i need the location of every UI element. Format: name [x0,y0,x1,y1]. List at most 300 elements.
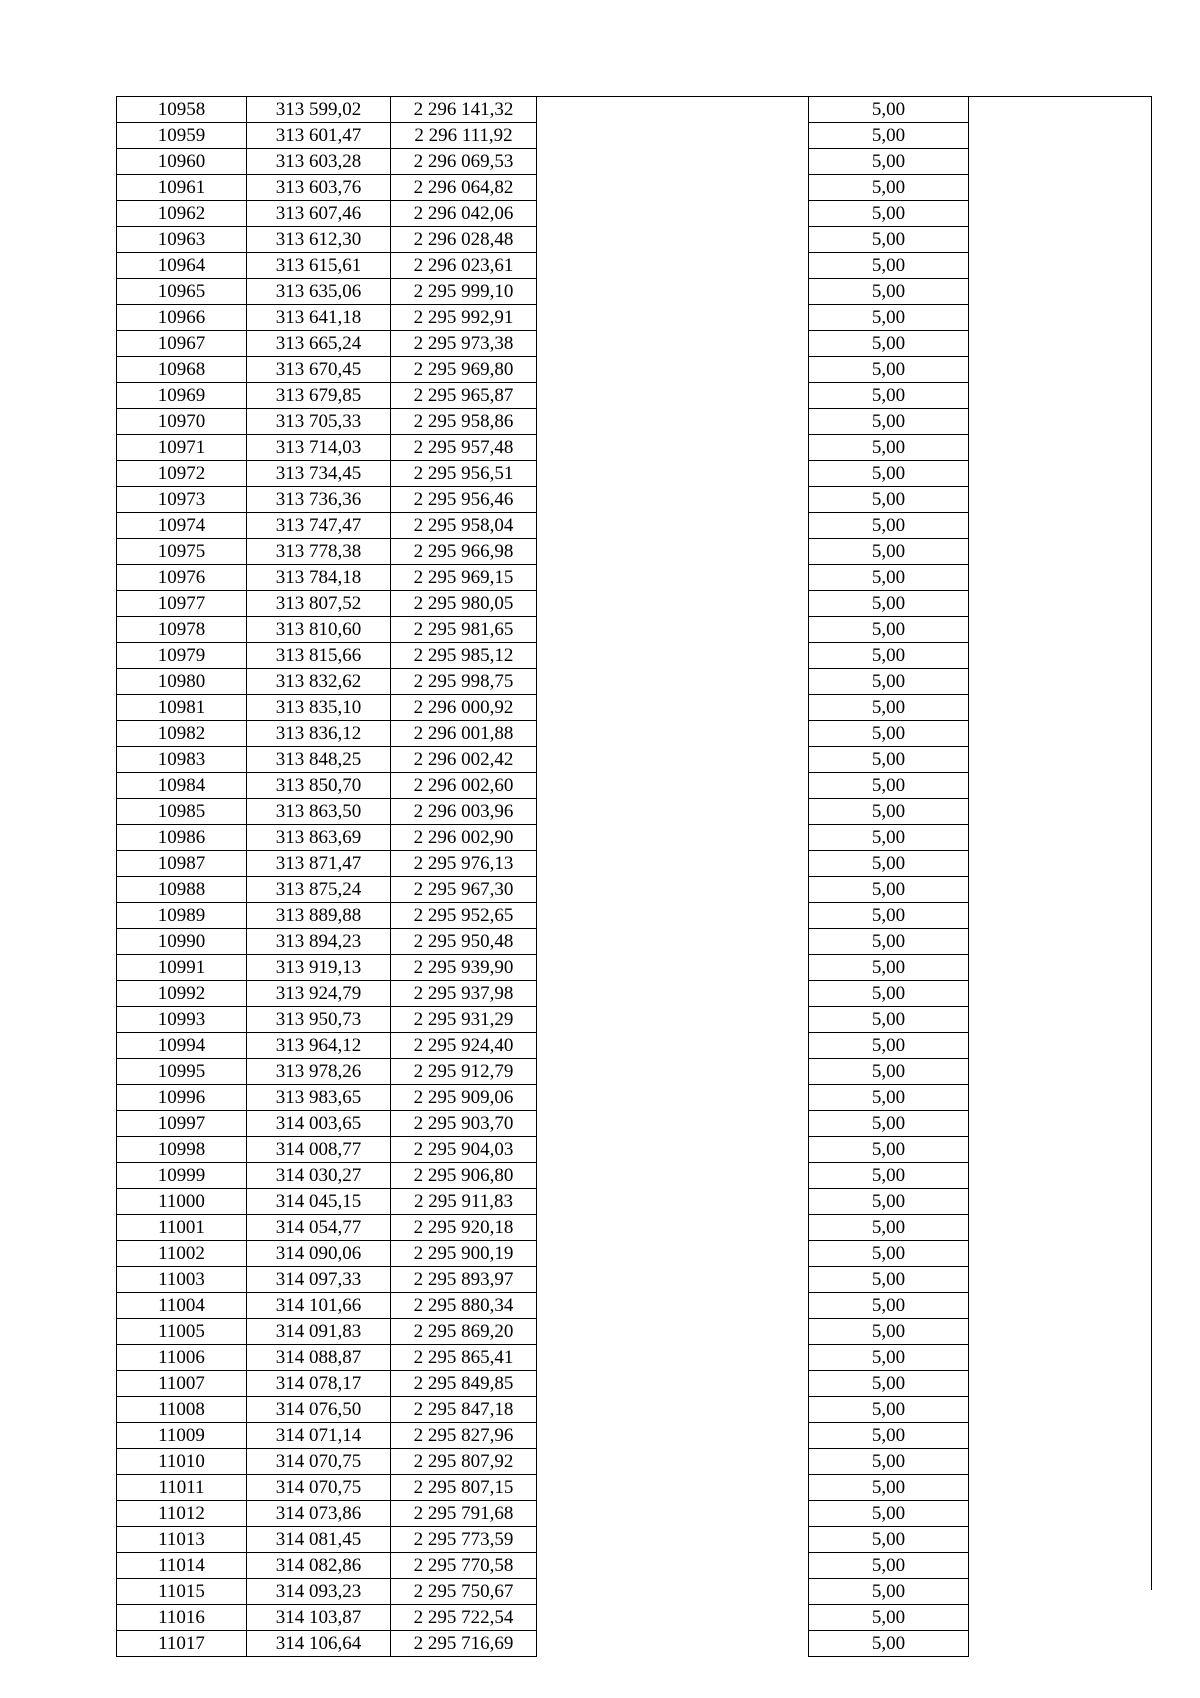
value-cell: 5,00 [809,227,969,253]
y-coordinate-cell: 2 295 807,15 [391,1475,537,1501]
point-number-cell: 10972 [117,461,247,487]
point-number-cell: 11017 [117,1631,247,1657]
x-coordinate-cell: 313 601,47 [247,123,391,149]
point-number-cell: 10976 [117,565,247,591]
x-coordinate-cell: 314 081,45 [247,1527,391,1553]
value-cell: 5,00 [809,1007,969,1033]
y-coordinate-cell: 2 295 956,51 [391,461,537,487]
empty-cell [537,1345,809,1371]
value-cell: 5,00 [809,1553,969,1579]
y-coordinate-cell: 2 296 002,60 [391,773,537,799]
value-cell: 5,00 [809,1527,969,1553]
empty-cell [537,1397,809,1423]
point-number-cell: 10968 [117,357,247,383]
empty-cell [537,1605,809,1631]
point-number-cell: 10988 [117,877,247,903]
value-cell: 5,00 [809,539,969,565]
empty-cell [537,1111,809,1137]
point-number-cell: 11013 [117,1527,247,1553]
x-coordinate-cell: 313 778,38 [247,539,391,565]
y-coordinate-cell: 2 296 002,90 [391,825,537,851]
y-coordinate-cell: 2 295 920,18 [391,1215,537,1241]
value-cell: 5,00 [809,1371,969,1397]
empty-cell [537,97,809,123]
point-number-cell: 10989 [117,903,247,929]
empty-cell [969,669,1153,695]
point-number-cell: 11002 [117,1241,247,1267]
empty-cell [537,383,809,409]
x-coordinate-cell: 313 705,33 [247,409,391,435]
point-number-cell: 10980 [117,669,247,695]
value-cell: 5,00 [809,1293,969,1319]
y-coordinate-cell: 2 295 976,13 [391,851,537,877]
empty-cell [969,201,1153,227]
empty-cell [537,331,809,357]
empty-cell [969,1449,1153,1475]
y-coordinate-cell: 2 295 969,15 [391,565,537,591]
x-coordinate-cell: 313 964,12 [247,1033,391,1059]
empty-cell [969,331,1153,357]
empty-cell [537,955,809,981]
empty-cell [537,357,809,383]
empty-cell [969,565,1153,591]
point-number-cell: 11004 [117,1293,247,1319]
empty-cell [537,1553,809,1579]
table-row [117,1267,1153,1293]
x-coordinate-cell: 313 889,88 [247,903,391,929]
y-coordinate-cell: 2 296 069,53 [391,149,537,175]
point-number-cell: 11015 [117,1579,247,1605]
value-cell: 5,00 [809,903,969,929]
y-coordinate-cell: 2 295 827,96 [391,1423,537,1449]
table-row [117,721,1153,747]
empty-cell [969,1189,1153,1215]
empty-cell [537,435,809,461]
y-coordinate-cell: 2 295 912,79 [391,1059,537,1085]
value-cell: 5,00 [809,513,969,539]
table-row [117,1527,1153,1553]
x-coordinate-cell: 313 635,06 [247,279,391,305]
x-coordinate-cell: 313 950,73 [247,1007,391,1033]
x-coordinate-cell: 313 807,52 [247,591,391,617]
point-number-cell: 11006 [117,1345,247,1371]
table-row [117,1605,1153,1631]
empty-cell [969,1527,1153,1553]
y-coordinate-cell: 2 296 002,42 [391,747,537,773]
table-row [117,955,1153,981]
point-number-cell: 10967 [117,331,247,357]
empty-cell [537,175,809,201]
empty-cell [537,1631,809,1657]
point-number-cell: 10971 [117,435,247,461]
x-coordinate-cell: 314 054,77 [247,1215,391,1241]
empty-cell [969,1397,1153,1423]
y-coordinate-cell: 2 296 023,61 [391,253,537,279]
y-coordinate-cell: 2 295 999,10 [391,279,537,305]
empty-cell [969,877,1153,903]
empty-cell [537,1319,809,1345]
coordinates-table [116,96,1153,1657]
table-row [117,877,1153,903]
empty-cell [537,1475,809,1501]
point-number-cell: 10958 [117,97,247,123]
x-coordinate-cell: 314 071,14 [247,1423,391,1449]
x-coordinate-cell: 314 008,77 [247,1137,391,1163]
empty-cell [969,1371,1153,1397]
empty-cell [969,1163,1153,1189]
value-cell: 5,00 [809,175,969,201]
table-row [117,1293,1153,1319]
y-coordinate-cell: 2 295 924,40 [391,1033,537,1059]
table-row [117,929,1153,955]
x-coordinate-cell: 313 714,03 [247,435,391,461]
empty-cell [537,565,809,591]
table-row [117,747,1153,773]
point-number-cell: 10990 [117,929,247,955]
y-coordinate-cell: 2 296 003,96 [391,799,537,825]
y-coordinate-cell: 2 295 903,70 [391,1111,537,1137]
table-row [117,409,1153,435]
y-coordinate-cell: 2 295 985,12 [391,643,537,669]
empty-cell [537,1059,809,1085]
table-row [117,1501,1153,1527]
empty-cell [537,513,809,539]
x-coordinate-cell: 314 088,87 [247,1345,391,1371]
y-coordinate-cell: 2 295 969,80 [391,357,537,383]
y-coordinate-cell: 2 295 998,75 [391,669,537,695]
table-row [117,1059,1153,1085]
empty-cell [537,695,809,721]
y-coordinate-cell: 2 295 770,58 [391,1553,537,1579]
value-cell: 5,00 [809,955,969,981]
point-number-cell: 11005 [117,1319,247,1345]
value-cell: 5,00 [809,591,969,617]
table-row [117,1111,1153,1137]
x-coordinate-cell: 314 070,75 [247,1449,391,1475]
table-row [117,1371,1153,1397]
table-row [117,1137,1153,1163]
point-number-cell: 10959 [117,123,247,149]
empty-cell [537,1163,809,1189]
y-coordinate-cell: 2 295 980,05 [391,591,537,617]
value-cell: 5,00 [809,97,969,123]
value-cell: 5,00 [809,877,969,903]
table-row [117,1319,1153,1345]
x-coordinate-cell: 313 747,47 [247,513,391,539]
x-coordinate-cell: 314 093,23 [247,1579,391,1605]
x-coordinate-cell: 314 073,86 [247,1501,391,1527]
table-row [117,331,1153,357]
empty-cell [969,1085,1153,1111]
value-cell: 5,00 [809,1241,969,1267]
empty-cell [537,1241,809,1267]
x-coordinate-cell: 313 665,24 [247,331,391,357]
empty-cell [537,227,809,253]
x-coordinate-cell: 313 810,60 [247,617,391,643]
empty-cell [537,539,809,565]
empty-cell [537,617,809,643]
empty-cell [537,591,809,617]
point-number-cell: 10991 [117,955,247,981]
y-coordinate-cell: 2 295 722,54 [391,1605,537,1631]
value-cell: 5,00 [809,1059,969,1085]
value-cell: 5,00 [809,1319,969,1345]
y-coordinate-cell: 2 295 909,06 [391,1085,537,1111]
table-row [117,825,1153,851]
empty-cell [537,825,809,851]
empty-cell [537,903,809,929]
table-row [117,1475,1153,1501]
table-row [117,617,1153,643]
empty-cell [969,357,1153,383]
coordinates-table-body [117,97,1153,1657]
point-number-cell: 11008 [117,1397,247,1423]
y-coordinate-cell: 2 295 893,97 [391,1267,537,1293]
table-row [117,1449,1153,1475]
table-row [117,1007,1153,1033]
y-coordinate-cell: 2 295 937,98 [391,981,537,1007]
point-number-cell: 10985 [117,799,247,825]
table-row [117,695,1153,721]
empty-cell [537,1423,809,1449]
y-coordinate-cell: 2 295 807,92 [391,1449,537,1475]
empty-cell [969,981,1153,1007]
value-cell: 5,00 [809,1137,969,1163]
y-coordinate-cell: 2 295 931,29 [391,1007,537,1033]
point-number-cell: 10977 [117,591,247,617]
x-coordinate-cell: 313 924,79 [247,981,391,1007]
empty-cell [969,1241,1153,1267]
y-coordinate-cell: 2 295 992,91 [391,305,537,331]
table-row [117,513,1153,539]
empty-cell [969,1007,1153,1033]
value-cell: 5,00 [809,1605,969,1631]
table-row [117,487,1153,513]
x-coordinate-cell: 314 103,87 [247,1605,391,1631]
point-number-cell: 10978 [117,617,247,643]
x-coordinate-cell: 313 734,45 [247,461,391,487]
empty-cell [969,747,1153,773]
empty-cell [969,487,1153,513]
empty-cell [969,617,1153,643]
y-coordinate-cell: 2 295 958,04 [391,513,537,539]
y-coordinate-cell: 2 296 141,32 [391,97,537,123]
point-number-cell: 10962 [117,201,247,227]
empty-cell [969,513,1153,539]
table-row [117,1579,1153,1605]
x-coordinate-cell: 313 607,46 [247,201,391,227]
empty-cell [969,1137,1153,1163]
empty-cell [537,1085,809,1111]
table-row [117,799,1153,825]
x-coordinate-cell: 314 045,15 [247,1189,391,1215]
x-coordinate-cell: 313 815,66 [247,643,391,669]
y-coordinate-cell: 2 295 965,87 [391,383,537,409]
x-coordinate-cell: 313 641,18 [247,305,391,331]
point-number-cell: 10970 [117,409,247,435]
empty-cell [969,461,1153,487]
y-coordinate-cell: 2 295 939,90 [391,955,537,981]
x-coordinate-cell: 313 670,45 [247,357,391,383]
empty-cell [969,1475,1153,1501]
value-cell: 5,00 [809,617,969,643]
value-cell: 5,00 [809,1033,969,1059]
table-row [117,1241,1153,1267]
y-coordinate-cell: 2 295 847,18 [391,1397,537,1423]
table-row [117,851,1153,877]
value-cell: 5,00 [809,435,969,461]
table-row [117,591,1153,617]
table-row [117,123,1153,149]
empty-cell [537,1449,809,1475]
y-coordinate-cell: 2 295 773,59 [391,1527,537,1553]
value-cell: 5,00 [809,357,969,383]
table-row [117,305,1153,331]
empty-cell [537,669,809,695]
value-cell: 5,00 [809,331,969,357]
table-row [117,1215,1153,1241]
table-row [117,1345,1153,1371]
y-coordinate-cell: 2 296 111,92 [391,123,537,149]
table-row [117,357,1153,383]
empty-cell [537,851,809,877]
x-coordinate-cell: 313 978,26 [247,1059,391,1085]
empty-cell [537,201,809,227]
empty-cell [969,825,1153,851]
point-number-cell: 10964 [117,253,247,279]
point-number-cell: 10998 [117,1137,247,1163]
x-coordinate-cell: 314 101,66 [247,1293,391,1319]
point-number-cell: 10969 [117,383,247,409]
value-cell: 5,00 [809,487,969,513]
table-row [117,149,1153,175]
table-row [117,201,1153,227]
y-coordinate-cell: 2 295 865,41 [391,1345,537,1371]
point-number-cell: 10979 [117,643,247,669]
table-row [117,97,1153,123]
y-coordinate-cell: 2 296 064,82 [391,175,537,201]
empty-cell [969,1631,1153,1657]
x-coordinate-cell: 314 078,17 [247,1371,391,1397]
table-row [117,1397,1153,1423]
empty-cell [537,123,809,149]
point-number-cell: 10961 [117,175,247,201]
table-row [117,643,1153,669]
point-number-cell: 11003 [117,1267,247,1293]
y-coordinate-cell: 2 295 716,69 [391,1631,537,1657]
empty-cell [537,461,809,487]
table-row [117,227,1153,253]
y-coordinate-cell: 2 295 966,98 [391,539,537,565]
x-coordinate-cell: 313 603,28 [247,149,391,175]
value-cell: 5,00 [809,799,969,825]
value-cell: 5,00 [809,253,969,279]
empty-cell [969,279,1153,305]
value-cell: 5,00 [809,1111,969,1137]
x-coordinate-cell: 314 090,06 [247,1241,391,1267]
point-number-cell: 11000 [117,1189,247,1215]
value-cell: 5,00 [809,1163,969,1189]
table-row [117,1189,1153,1215]
empty-cell [969,305,1153,331]
x-coordinate-cell: 314 091,83 [247,1319,391,1345]
empty-cell [969,643,1153,669]
x-coordinate-cell: 314 106,64 [247,1631,391,1657]
empty-cell [969,1111,1153,1137]
empty-cell [537,1033,809,1059]
x-coordinate-cell: 313 599,02 [247,97,391,123]
point-number-cell: 10996 [117,1085,247,1111]
point-number-cell: 10966 [117,305,247,331]
x-coordinate-cell: 314 076,50 [247,1397,391,1423]
empty-cell [537,279,809,305]
table-row [117,279,1153,305]
empty-cell [537,409,809,435]
y-coordinate-cell: 2 295 981,65 [391,617,537,643]
empty-cell [537,149,809,175]
empty-cell [969,1605,1153,1631]
value-cell: 5,00 [809,149,969,175]
y-coordinate-cell: 2 295 952,65 [391,903,537,929]
x-coordinate-cell: 313 832,62 [247,669,391,695]
value-cell: 5,00 [809,929,969,955]
value-cell: 5,00 [809,305,969,331]
empty-cell [537,773,809,799]
y-coordinate-cell: 2 295 911,83 [391,1189,537,1215]
point-number-cell: 10983 [117,747,247,773]
empty-cell [537,1371,809,1397]
empty-cell [969,149,1153,175]
value-cell: 5,00 [809,1267,969,1293]
x-coordinate-cell: 314 082,86 [247,1553,391,1579]
x-coordinate-cell: 313 679,85 [247,383,391,409]
y-coordinate-cell: 2 296 000,92 [391,695,537,721]
point-number-cell: 11014 [117,1553,247,1579]
table-row [117,1553,1153,1579]
x-coordinate-cell: 313 603,76 [247,175,391,201]
value-cell: 5,00 [809,1501,969,1527]
value-cell: 5,00 [809,1345,969,1371]
y-coordinate-cell: 2 295 950,48 [391,929,537,955]
empty-cell [537,799,809,825]
y-coordinate-cell: 2 295 904,03 [391,1137,537,1163]
empty-cell [969,695,1153,721]
table-row [117,669,1153,695]
empty-cell [969,1033,1153,1059]
empty-cell [537,1137,809,1163]
value-cell: 5,00 [809,1397,969,1423]
point-number-cell: 11007 [117,1371,247,1397]
y-coordinate-cell: 2 295 880,34 [391,1293,537,1319]
table-row [117,253,1153,279]
point-number-cell: 10992 [117,981,247,1007]
value-cell: 5,00 [809,279,969,305]
point-number-cell: 10975 [117,539,247,565]
empty-cell [969,253,1153,279]
x-coordinate-cell: 313 836,12 [247,721,391,747]
empty-cell [537,1215,809,1241]
value-cell: 5,00 [809,1449,969,1475]
empty-cell [969,539,1153,565]
value-cell: 5,00 [809,695,969,721]
value-cell: 5,00 [809,1579,969,1605]
point-number-cell: 10974 [117,513,247,539]
y-coordinate-cell: 2 295 967,30 [391,877,537,903]
x-coordinate-cell: 313 736,36 [247,487,391,513]
point-number-cell: 10997 [117,1111,247,1137]
empty-cell [537,1267,809,1293]
empty-cell [969,1215,1153,1241]
